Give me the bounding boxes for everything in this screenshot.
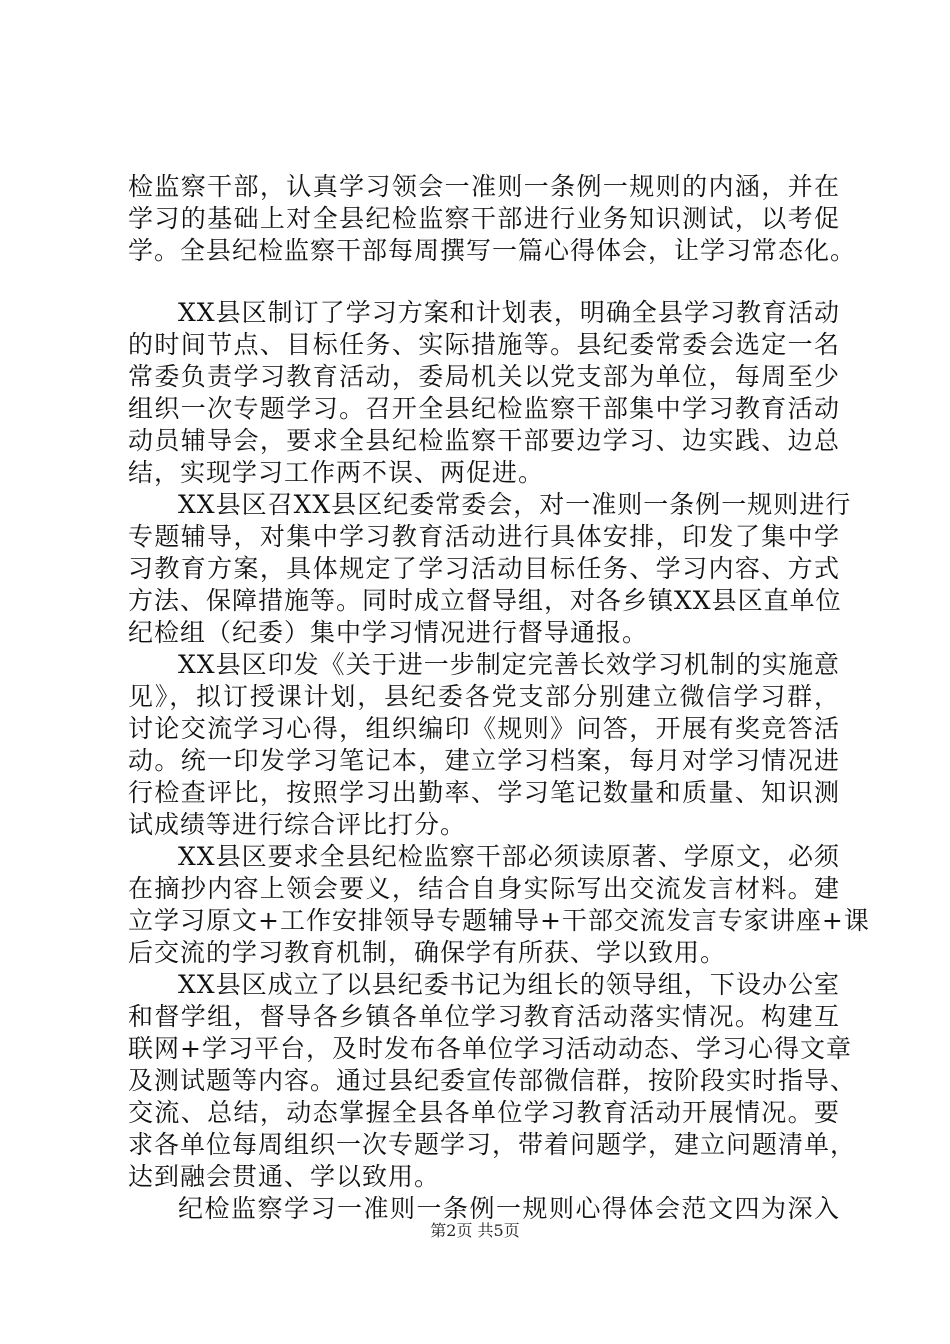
text-line: XX县区印发《关于进一步制定完善长效学习机制的实施意	[178, 650, 840, 679]
paragraph-gap	[128, 267, 840, 297]
text-line: 常委负责学习教育活动，委局机关以党支部为单位，每周至少	[128, 362, 840, 391]
text-line: 结，实现学习工作两不误、两促进。	[128, 458, 545, 487]
text-line: 和督学组，督导各乡镇各单位学习教育活动落实情况。构建互	[128, 1002, 840, 1031]
document-body	[128, 171, 870, 1225]
text-line: 立学习原文+工作安排领导专题辅导+干部交流发言专家讲座+课	[128, 906, 870, 935]
text-line: 联网+学习平台，及时发布各单位学习活动动态、学习心得文章	[128, 1034, 852, 1063]
text-line: XX县区召XX县区纪委常委会，对一准则一条例一规则进行	[178, 490, 852, 519]
text-line: 方法、保障措施等。同时成立督导组，对各乡镇XX县区直单位	[128, 586, 842, 615]
text-line: 试成绩等进行综合评比打分。	[128, 810, 467, 839]
text-line: 及测试题等内容。通过县纪委宣传部微信群，按阶段实时指导、	[128, 1066, 857, 1095]
text-line: 学。全县纪检监察干部每周撰写一篇心得体会，让学习常态化。	[128, 236, 857, 265]
text-line: 求各单位每周组织一次专题学习，带着问题学，建立问题清单，	[128, 1130, 857, 1159]
text-line: 行检查评比，按照学习出勤率、学习笔记数量和质量、知识测	[128, 778, 840, 807]
text-line: XX县区成立了以县纪委书记为组长的领导组，下设办公室	[178, 970, 840, 999]
text-line: 专题辅导，对集中学习教育活动进行具体安排，印发了集中学	[128, 522, 840, 551]
paragraph-committee-meeting	[128, 489, 852, 649]
paragraph-read-originals	[128, 841, 870, 969]
text-line: 动员辅导会，要求全县纪检监察干部要边学习、边实践、边总	[128, 426, 840, 455]
paragraph-continuation	[128, 171, 857, 267]
text-line: 的时间节点、目标任务、实际措施等。县纪委常委会选定一名	[128, 330, 840, 359]
text-line: 组织一次专题学习。召开全县纪检监察干部集中学习教育活动	[128, 394, 840, 423]
paragraph-study-plan	[128, 297, 840, 489]
text-line: 习教育方案，具体规定了学习活动目标任务、学习内容、方式	[128, 554, 840, 583]
text-line: 学习的基础上对全县纪检监察干部进行业务知识测试，以考促	[128, 204, 840, 233]
text-line: XX县区制订了学习方案和计划表，明确全县学习教育活动	[178, 298, 840, 327]
text-line: 讨论交流学习心得，组织编印《规则》问答，开展有奖竞答活	[128, 714, 840, 743]
page-footer	[0, 1218, 950, 1241]
text-line: 检监察干部，认真学习领会一准则一条例一规则的内涵，并在	[128, 172, 840, 201]
text-line: 纪检组（纪委）集中学习情况进行督导通报。	[128, 618, 649, 647]
paragraph-leading-group	[128, 969, 857, 1193]
text-line: 后交流的学习教育机制，确保学有所获、学以致用。	[128, 938, 727, 967]
text-line: 动。统一印发学习笔记本，建立学习档案，每月对学习情况进	[128, 746, 840, 775]
paragraph-study-mechanism	[128, 649, 840, 841]
text-line: 见》，拟订授课计划，县纪委各党支部分别建立微信学习群，	[128, 682, 840, 711]
text-line: 纪检监察学习一准则一条例一规则心得体会范文四为深入	[178, 1194, 840, 1223]
text-line: 达到融会贯通、学以致用。	[128, 1162, 441, 1191]
page-number-label: 第2页 共5页	[430, 1221, 520, 1240]
text-line: XX县区要求全县纪检监察干部必须读原著、学原文，必须	[178, 842, 840, 871]
text-line: 交流、总结，动态掌握全县各单位学习教育活动开展情况。要	[128, 1098, 840, 1127]
text-line: 在摘抄内容上领会要义，结合自身实际写出交流发言材料。建	[128, 874, 840, 903]
